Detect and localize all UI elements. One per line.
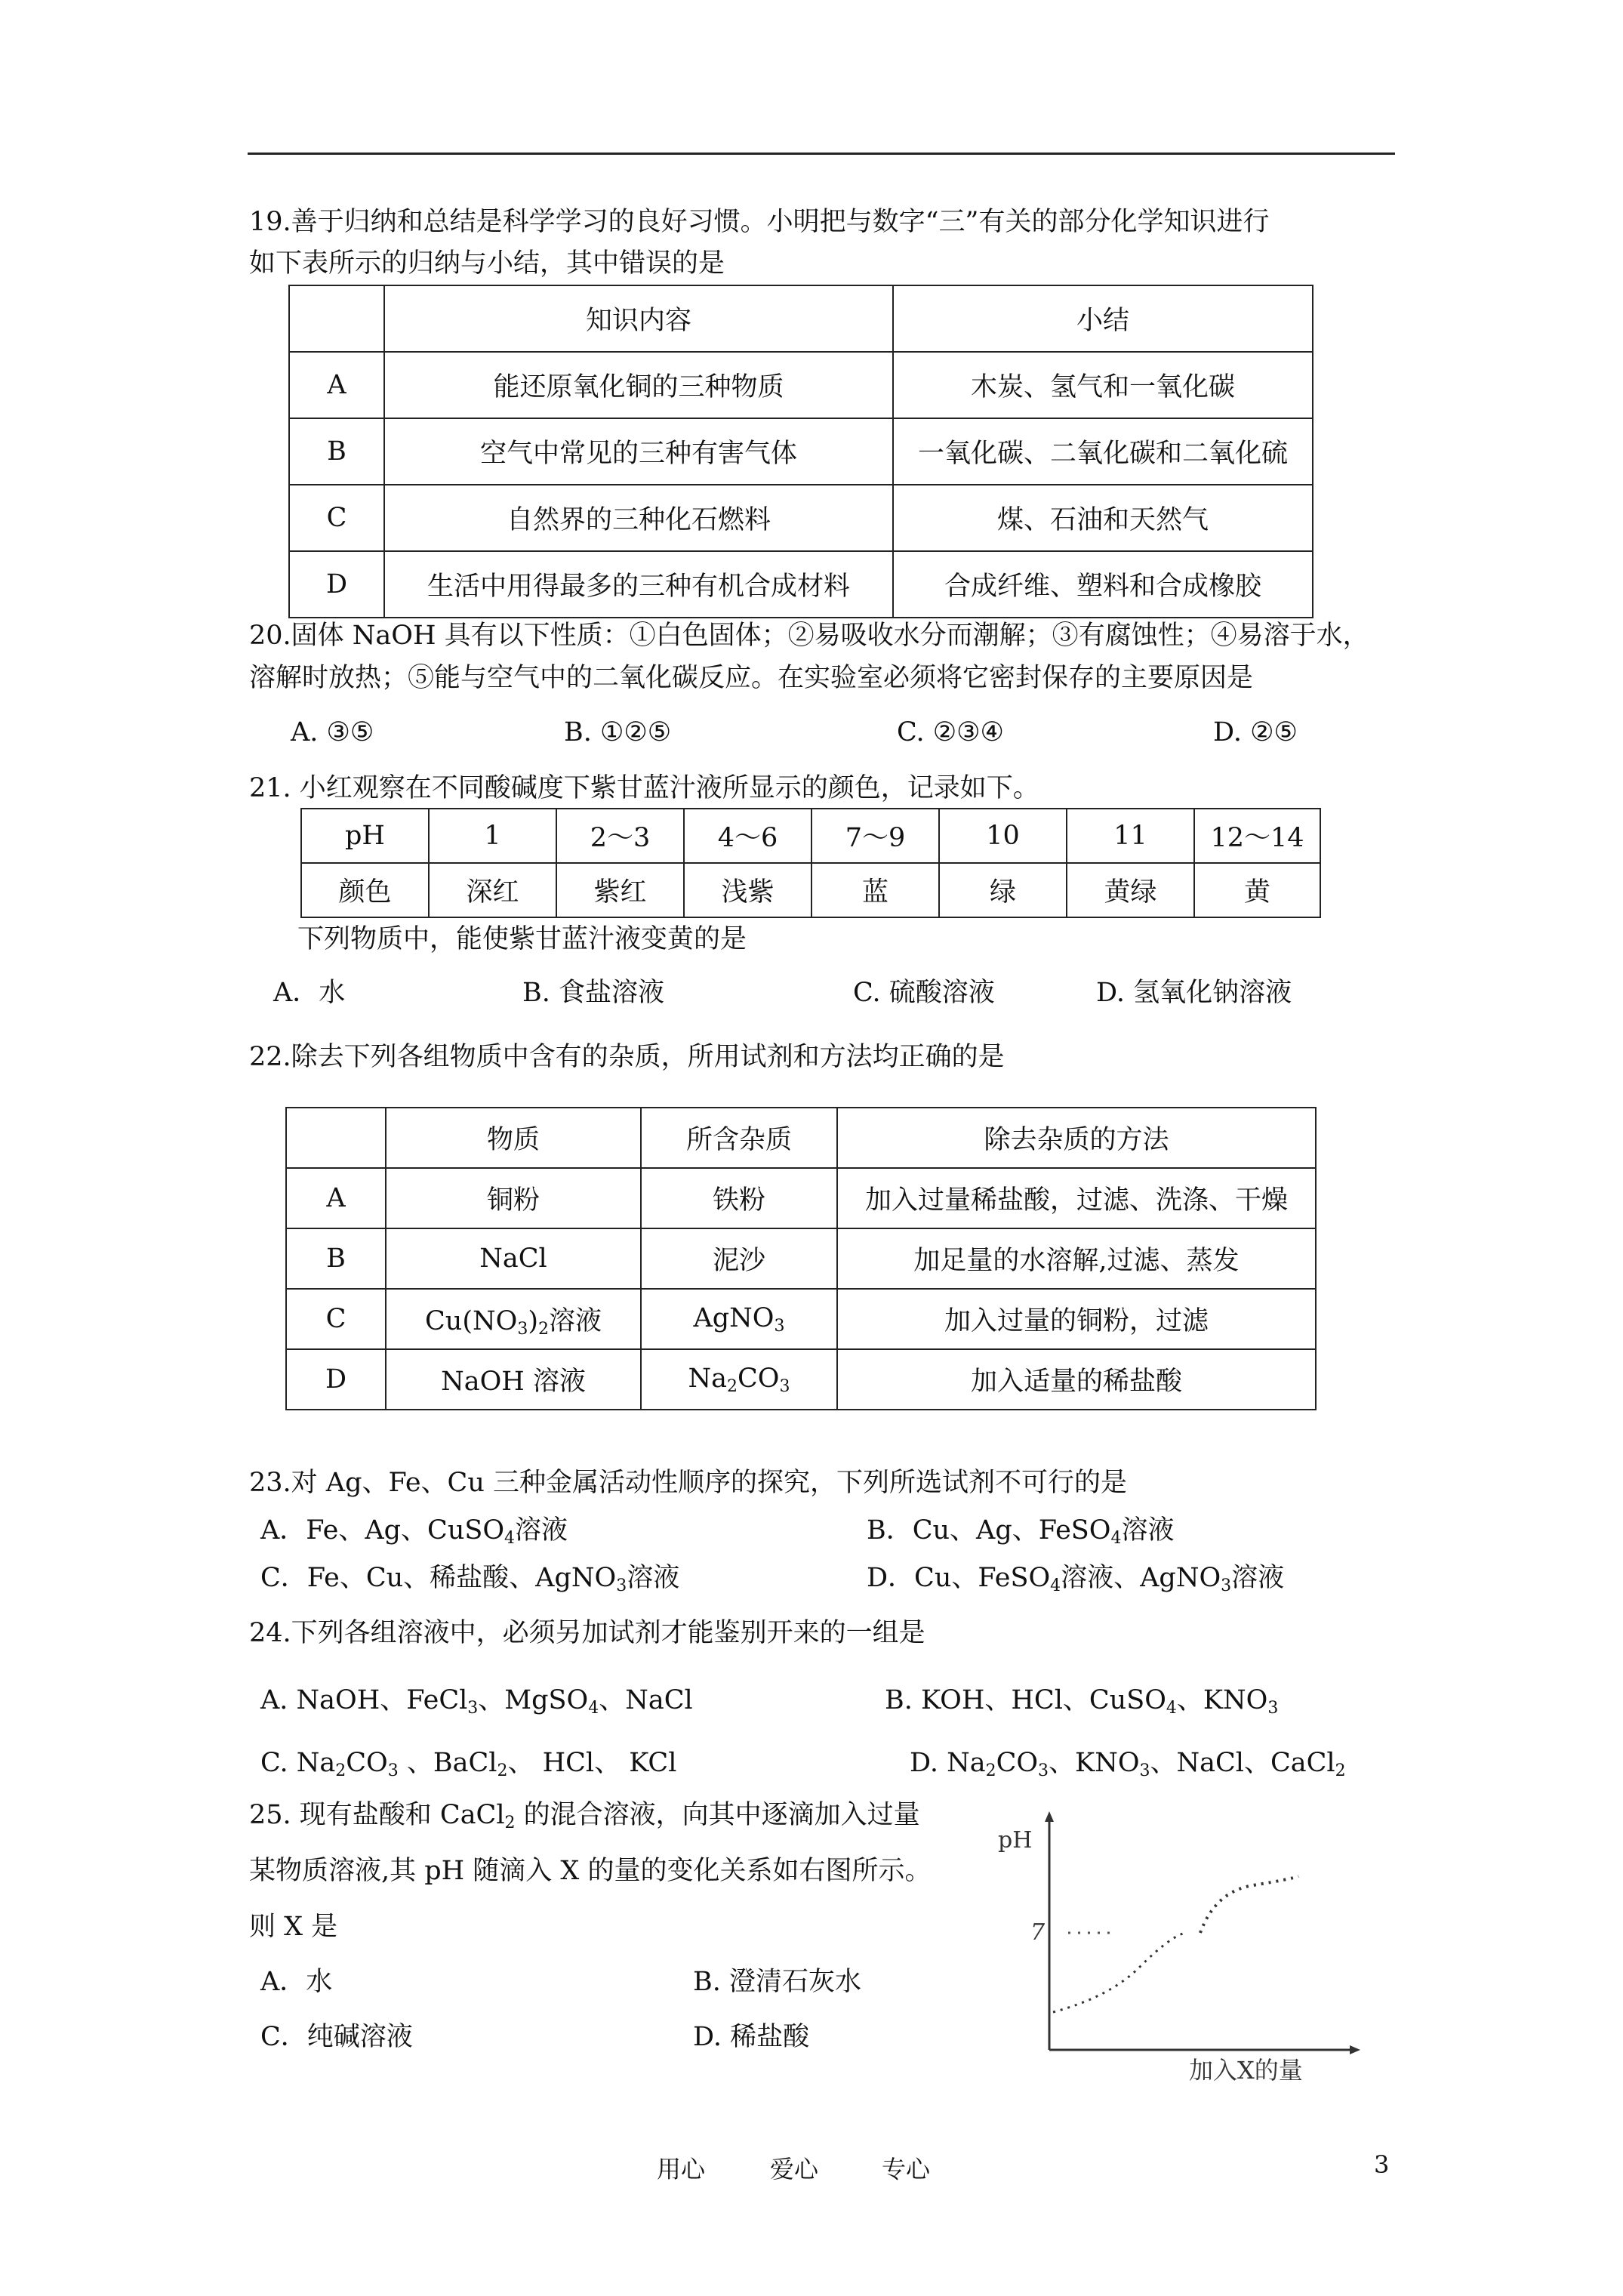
subscript: 2 bbox=[497, 1761, 508, 1780]
formula-part: 、NaCl bbox=[599, 1685, 693, 1715]
table-cell: 蓝 bbox=[812, 863, 939, 917]
row-label: C bbox=[286, 1289, 386, 1349]
table-cell: 加足量的水溶解,过滤、蒸发 bbox=[837, 1228, 1316, 1289]
table-header-cell: 物质 bbox=[386, 1108, 641, 1168]
option-b: B. 食盐溶液 bbox=[522, 978, 664, 1008]
formula-part: C. Na bbox=[260, 1748, 336, 1778]
table-row bbox=[289, 551, 1313, 618]
formula-part: 溶液 bbox=[1231, 1563, 1285, 1593]
formula-part: Na bbox=[688, 1363, 727, 1394]
table-row bbox=[286, 1168, 1316, 1228]
table-row bbox=[286, 1289, 1316, 1349]
header-rule bbox=[248, 153, 1395, 155]
footer-item: 专心 bbox=[882, 2155, 931, 2184]
subscript: 4 bbox=[588, 1699, 599, 1718]
q23-option-a bbox=[260, 1514, 568, 1555]
q21-stem: 21. 小红观察在不同酸碱度下紫甘蓝汁液所显示的颜色，记录如下。 bbox=[249, 773, 1039, 803]
table-header-cell: 所含杂质 bbox=[641, 1108, 837, 1168]
q24-option-c bbox=[260, 1746, 676, 1788]
table-cell: 生活中用得最多的三种有机合成材料 bbox=[384, 551, 893, 618]
subscript: 2 bbox=[985, 1761, 996, 1780]
table-cell: 能还原氧化铜的三种物质 bbox=[384, 352, 893, 418]
table-row bbox=[289, 352, 1313, 418]
table-header-row bbox=[289, 285, 1313, 352]
table-cell: 黄绿 bbox=[1067, 863, 1194, 917]
table-row bbox=[289, 418, 1313, 485]
q25-stem-line2: 某物质溶液,其 pH 随滴入 X 的量的变化关系如右图所示。 bbox=[249, 1856, 932, 1886]
q23-stem: 23.对 Ag、Fe、Cu 三种金属活动性顺序的探究，下列所选试剂不可行的是 bbox=[249, 1468, 1128, 1498]
x-axis-label: 加入X的量 bbox=[1189, 2056, 1303, 2085]
table-row bbox=[301, 863, 1320, 917]
subscript: 3 bbox=[1221, 1576, 1232, 1595]
table-header-cell: 知识内容 bbox=[384, 285, 893, 352]
row-label: B bbox=[286, 1228, 386, 1289]
q25-ph-graph bbox=[996, 1801, 1374, 2103]
subscript: 4 bbox=[504, 1529, 516, 1548]
table-cell: 泥沙 bbox=[641, 1228, 837, 1289]
q25-option-d: D. 稀盐酸 bbox=[693, 2022, 810, 2052]
q25-stem-line1 bbox=[249, 1798, 920, 1840]
q19-table bbox=[288, 285, 1313, 618]
q22-stem: 22.除去下列各组物质中含有的杂质，所用试剂和方法均正确的是 bbox=[249, 1042, 1005, 1072]
ph-curve-segment-1 bbox=[1053, 1933, 1185, 2012]
row-label: B bbox=[289, 418, 384, 485]
subscript: 3 bbox=[779, 1376, 790, 1396]
subscript: 3 bbox=[1139, 1761, 1150, 1780]
option-a: A. ③⑤ bbox=[291, 717, 374, 747]
formula-part: Cu(NO bbox=[425, 1305, 518, 1336]
q21-ph-table bbox=[300, 808, 1321, 918]
table-cell bbox=[386, 1289, 641, 1349]
formula-part: D．Cu、FeSO bbox=[867, 1563, 1051, 1593]
q24-stem: 24.下列各组溶液中，必须另加试剂才能鉴别开来的一组是 bbox=[249, 1618, 925, 1648]
q19-stem-line2: 如下表所示的归纳与小结，其中错误的是 bbox=[249, 248, 725, 279]
table-cell: 2～3 bbox=[556, 809, 684, 863]
formula-part: CO bbox=[738, 1363, 780, 1394]
q22-table bbox=[285, 1107, 1317, 1410]
formula-part: 25. 现有盐酸和 CaCl bbox=[249, 1800, 505, 1830]
q19-stem-line1: 19.善于归纳和总结是科学学习的良好习惯。小明把与数字“三”有关的部分化学知识进行 bbox=[249, 207, 1270, 237]
formula-part: AgNO bbox=[693, 1302, 775, 1333]
q20-stem-line2: 溶解时放热；⑤能与空气中的二氧化碳反应。在实验室必须将它密封保存的主要原因是 bbox=[249, 663, 1254, 693]
table-row bbox=[286, 1349, 1316, 1410]
formula-part: 、NaCl、CaCl bbox=[1150, 1748, 1335, 1778]
formula-part: 溶液 bbox=[548, 1305, 602, 1336]
formula-part: 、MgSO bbox=[478, 1685, 589, 1715]
q25-stem-line3: 则 X 是 bbox=[249, 1912, 338, 1942]
y-axis-label: pH bbox=[998, 1827, 1033, 1854]
q21-question: 下列物质中，能使紫甘蓝汁液变黄的是 bbox=[297, 924, 747, 954]
table-header-cell bbox=[286, 1108, 386, 1168]
q24-option-d bbox=[910, 1746, 1346, 1788]
table-cell: 铜粉 bbox=[386, 1168, 641, 1228]
table-cell: 自然界的三种化石燃料 bbox=[384, 485, 893, 551]
option-c: C. ②③④ bbox=[897, 717, 1004, 747]
option-b: B. ①②⑤ bbox=[564, 717, 672, 747]
x-axis-arrow bbox=[1350, 2045, 1360, 2054]
row-label: D bbox=[289, 551, 384, 618]
table-cell: 11 bbox=[1067, 809, 1194, 863]
formula-part: CO bbox=[996, 1748, 1039, 1778]
table-cell: 空气中常见的三种有害气体 bbox=[384, 418, 893, 485]
option-a: A．水 bbox=[273, 978, 346, 1008]
table-cell: 深红 bbox=[429, 863, 556, 917]
footer-item: 用心 bbox=[657, 2155, 706, 2184]
option-d: D. 氢氧化钠溶液 bbox=[1096, 978, 1292, 1008]
q24-option-a bbox=[260, 1684, 693, 1725]
table-cell: NaCl bbox=[386, 1228, 641, 1289]
table-cell: 12～14 bbox=[1194, 809, 1320, 863]
table-header-cell bbox=[289, 285, 384, 352]
table-cell bbox=[641, 1349, 837, 1410]
q23-option-c bbox=[260, 1561, 679, 1603]
subscript: 4 bbox=[1166, 1699, 1177, 1718]
table-cell: 紫红 bbox=[556, 863, 684, 917]
subscript: 3 bbox=[467, 1699, 479, 1718]
footer-item: 爱心 bbox=[770, 2155, 819, 2184]
formula-part: 、KNO bbox=[1049, 1748, 1140, 1778]
q25-option-b: B. 澄清石灰水 bbox=[693, 1967, 861, 1997]
table-cell: 4～6 bbox=[684, 809, 812, 863]
formula-part: 、 HCl、 KCl bbox=[507, 1748, 677, 1778]
formula-part: B．Cu、Ag、FeSO bbox=[867, 1515, 1111, 1546]
q25-option-a: A．水 bbox=[260, 1967, 333, 1997]
y-axis-arrow bbox=[1045, 1811, 1054, 1822]
formula-part: 溶液 bbox=[627, 1563, 680, 1593]
formula-part: 溶液、AgNO bbox=[1061, 1563, 1221, 1593]
formula-part: CO bbox=[346, 1748, 388, 1778]
table-cell bbox=[641, 1289, 837, 1349]
subscript: 4 bbox=[1050, 1576, 1061, 1595]
q25-option-c: C．纯碱溶液 bbox=[260, 2022, 413, 2052]
table-cell: 颜色 bbox=[301, 863, 429, 917]
row-label: A bbox=[289, 352, 384, 418]
formula-part: ) bbox=[528, 1305, 538, 1336]
table-row bbox=[286, 1228, 1316, 1289]
table-cell: 一氧化碳、二氧化碳和二氧化硫 bbox=[893, 418, 1313, 485]
table-cell: 加入适量的稀盐酸 bbox=[837, 1349, 1316, 1410]
q20-stem-line1: 20.固体 NaOH 具有以下性质：①白色固体；②易吸收水分而潮解；③有腐蚀性；④易溶于水， bbox=[249, 621, 1369, 651]
formula-part: C．Fe、Cu、稀盐酸、AgNO bbox=[260, 1563, 617, 1593]
table-cell: pH bbox=[301, 809, 429, 863]
subscript: 3 bbox=[774, 1316, 785, 1336]
subscript: 2 bbox=[537, 1319, 549, 1339]
subscript: 2 bbox=[335, 1761, 346, 1780]
table-header-row bbox=[286, 1108, 1316, 1168]
y-tick-label: 7 bbox=[1030, 1919, 1046, 1946]
row-label: A bbox=[286, 1168, 386, 1228]
option-c: C. 硫酸溶液 bbox=[853, 978, 995, 1008]
table-cell: NaOH 溶液 bbox=[386, 1349, 641, 1410]
subscript: 3 bbox=[1267, 1699, 1279, 1718]
formula-part: 的混合溶液，向其中逐滴加入过量 bbox=[515, 1800, 920, 1830]
table-cell: 加入过量稀盐酸，过滤、洗涤、干燥 bbox=[837, 1168, 1316, 1228]
table-header-cell: 除去杂质的方法 bbox=[837, 1108, 1316, 1168]
subscript: 4 bbox=[1110, 1529, 1122, 1548]
table-cell: 加入过量的铜粉，过滤 bbox=[837, 1289, 1316, 1349]
row-label: C bbox=[289, 485, 384, 551]
table-cell: 浅紫 bbox=[684, 863, 812, 917]
option-d: D. ②⑤ bbox=[1213, 717, 1298, 747]
q23-option-d bbox=[867, 1561, 1284, 1603]
table-header-cell: 小结 bbox=[893, 285, 1313, 352]
q23-option-b bbox=[867, 1514, 1175, 1555]
table-cell: 7～9 bbox=[812, 809, 939, 863]
subscript: 3 bbox=[517, 1319, 528, 1339]
formula-part: 溶液 bbox=[1121, 1515, 1175, 1546]
subscript: 3 bbox=[387, 1761, 399, 1780]
table-cell: 10 bbox=[939, 809, 1067, 863]
formula-part: 、BaCl bbox=[398, 1748, 497, 1778]
formula-part: 溶液 bbox=[515, 1515, 568, 1546]
formula-part: 、KNO bbox=[1176, 1685, 1268, 1715]
page-number: 3 bbox=[1374, 2150, 1390, 2179]
subscript: 2 bbox=[504, 1814, 516, 1832]
table-cell: 木炭、氢气和一氧化碳 bbox=[893, 352, 1313, 418]
formula-part: B. KOH、HCl、CuSO bbox=[885, 1685, 1166, 1715]
table-row bbox=[301, 809, 1320, 863]
q24-option-b bbox=[885, 1684, 1278, 1725]
formula-part: A. NaOH、FeCl bbox=[260, 1685, 468, 1715]
table-cell: 煤、石油和天然气 bbox=[893, 485, 1313, 551]
table-cell: 绿 bbox=[939, 863, 1067, 917]
table-row bbox=[289, 485, 1313, 551]
formula-part: D. Na bbox=[910, 1748, 986, 1778]
row-label: D bbox=[286, 1349, 386, 1410]
subscript: 3 bbox=[1038, 1761, 1049, 1780]
subscript: 2 bbox=[727, 1376, 738, 1396]
formula-part: A．Fe、Ag、CuSO bbox=[260, 1515, 505, 1546]
subscript: 2 bbox=[1335, 1761, 1346, 1780]
table-cell: 1 bbox=[429, 809, 556, 863]
table-cell: 铁粉 bbox=[641, 1168, 837, 1228]
subscript: 3 bbox=[616, 1576, 627, 1595]
ph-curve-segment-2 bbox=[1200, 1876, 1298, 1933]
table-cell: 黄 bbox=[1194, 863, 1320, 917]
table-cell: 合成纤维、塑料和合成橡胶 bbox=[893, 551, 1313, 618]
